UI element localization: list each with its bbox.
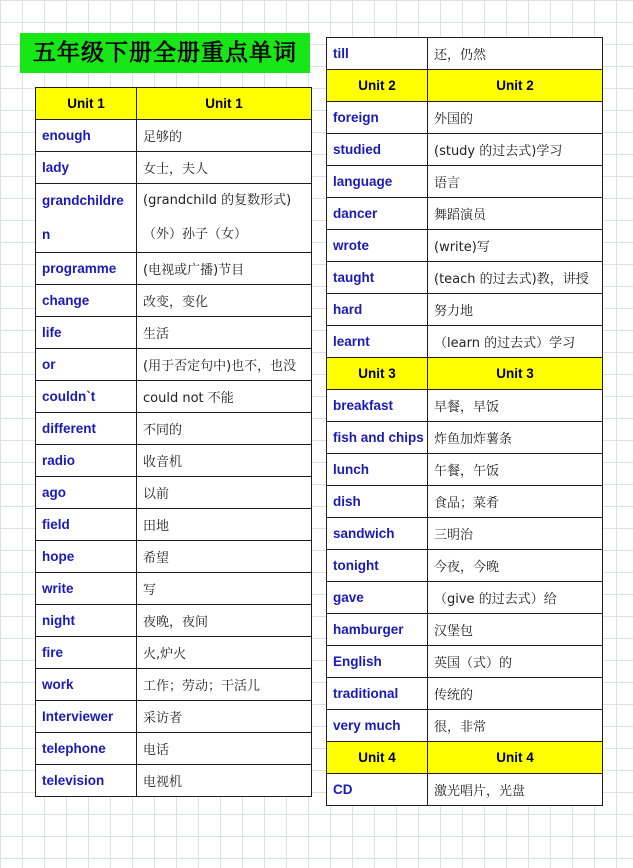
chinese-meaning: 夜晚，夜间	[137, 605, 312, 637]
vocab-row	[36, 733, 312, 765]
vocab-row	[327, 166, 603, 198]
chinese-meaning: 汉堡包	[428, 614, 603, 646]
vocab-row	[36, 637, 312, 669]
english-word: hard	[327, 294, 428, 326]
chinese-meaning-part: (grandchild 的复数形式)	[143, 193, 292, 208]
vocab-row	[36, 253, 312, 285]
unit-header-cell: Unit 4	[428, 742, 603, 774]
english-word: night	[36, 605, 137, 637]
vocab-table-left	[35, 87, 312, 797]
unit-header-row	[327, 742, 603, 774]
unit-header-cell: Unit 2	[428, 70, 603, 102]
english-word: gave	[327, 582, 428, 614]
vocab-row	[327, 102, 603, 134]
chinese-meaning: 传统的	[428, 678, 603, 710]
english-word: sandwich	[327, 518, 428, 550]
vocab-row	[327, 646, 603, 678]
chinese-meaning: (teach 的过去式)教，讲授	[428, 262, 603, 294]
chinese-meaning: 午餐，午饭	[428, 454, 603, 486]
vocab-row	[36, 573, 312, 605]
chinese-meaning: 舞蹈演员	[428, 198, 603, 230]
chinese-meaning: 今夜，今晚	[428, 550, 603, 582]
english-word: different	[36, 413, 137, 445]
english-word: language	[327, 166, 428, 198]
english-word: hamburger	[327, 614, 428, 646]
english-word: lady	[36, 152, 137, 184]
chinese-meaning: 早餐，早饭	[428, 390, 603, 422]
english-word: foreign	[327, 102, 428, 134]
chinese-meaning: （learn 的过去式）学习	[428, 326, 603, 358]
vocab-row	[327, 294, 603, 326]
vocab-table-right	[326, 37, 603, 806]
chinese-meaning-part: （外）孙子（女）	[143, 227, 248, 242]
chinese-meaning: 工作；劳动；干活儿	[137, 669, 312, 701]
vocab-row	[327, 262, 603, 294]
vocab-row	[327, 198, 603, 230]
chinese-meaning: 语言	[428, 166, 603, 198]
vocab-row	[327, 134, 603, 166]
chinese-meaning: （give 的过去式）给	[428, 582, 603, 614]
vocab-row	[327, 486, 603, 518]
vocab-row	[327, 614, 603, 646]
vocab-row	[327, 38, 603, 70]
vocab-row	[36, 605, 312, 637]
chinese-meaning: 足够的	[137, 120, 312, 152]
english-word: enough	[36, 120, 137, 152]
english-word: tonight	[327, 550, 428, 582]
vocab-row	[36, 413, 312, 445]
english-word: fish and chips	[327, 422, 428, 454]
chinese-meaning: 炸鱼加炸薯条	[428, 422, 603, 454]
chinese-meaning: 希望	[137, 541, 312, 573]
chinese-meaning: 还，仍然	[428, 38, 603, 70]
chinese-meaning: 收音机	[137, 445, 312, 477]
vocab-row	[36, 381, 312, 413]
english-word: field	[36, 509, 137, 541]
vocab-row	[327, 518, 603, 550]
english-word: English	[327, 646, 428, 678]
chinese-meaning: 电话	[137, 733, 312, 765]
chinese-meaning: 电视机	[137, 765, 312, 797]
vocab-row	[36, 765, 312, 797]
chinese-meaning: (write)写	[428, 230, 603, 262]
unit-header-cell: Unit 3	[327, 358, 428, 390]
chinese-meaning: 很，非常	[428, 710, 603, 742]
chinese-meaning: could not 不能	[137, 381, 312, 413]
chinese-meaning: 生活	[137, 317, 312, 349]
chinese-meaning: 田地	[137, 509, 312, 541]
chinese-meaning: 火,炉火	[137, 637, 312, 669]
chinese-meaning: 女士，夫人	[137, 152, 312, 184]
vocab-row	[36, 120, 312, 152]
chinese-meaning: (study 的过去式)学习	[428, 134, 603, 166]
vocab-row	[327, 454, 603, 486]
english-word: fire	[36, 637, 137, 669]
chinese-meaning: 三明治	[428, 518, 603, 550]
vocab-row	[36, 509, 312, 541]
vocab-row	[327, 390, 603, 422]
unit-header-cell: Unit 4	[327, 742, 428, 774]
vocab-row	[36, 541, 312, 573]
english-word: dancer	[327, 198, 428, 230]
english-word: dish	[327, 486, 428, 518]
vocab-row	[327, 422, 603, 454]
unit-header-cell: Unit 1	[137, 88, 312, 120]
english-word-part: n	[42, 227, 51, 242]
vocab-row	[327, 550, 603, 582]
vocab-row	[36, 349, 312, 381]
english-word: ago	[36, 477, 137, 509]
unit-header-cell: Unit 3	[428, 358, 603, 390]
english-word: Interviewer	[36, 701, 137, 733]
english-word: till	[327, 38, 428, 70]
chinese-meaning: 以前	[137, 477, 312, 509]
chinese-meaning: 外国的	[428, 102, 603, 134]
english-word: change	[36, 285, 137, 317]
english-word: CD	[327, 774, 428, 806]
english-word: studied	[327, 134, 428, 166]
chinese-meaning	[137, 184, 312, 253]
unit-header-row	[36, 88, 312, 120]
chinese-meaning: 不同的	[137, 413, 312, 445]
english-word: radio	[36, 445, 137, 477]
vocab-row	[327, 710, 603, 742]
english-word: wrote	[327, 230, 428, 262]
english-word: taught	[327, 262, 428, 294]
unit-header-cell: Unit 2	[327, 70, 428, 102]
vocab-row	[36, 317, 312, 349]
vocab-row	[36, 701, 312, 733]
chinese-meaning: 写	[137, 573, 312, 605]
vocab-row	[327, 774, 603, 806]
english-word: write	[36, 573, 137, 605]
english-word: couldn`t	[36, 381, 137, 413]
english-word: breakfast	[327, 390, 428, 422]
vocab-row	[36, 152, 312, 184]
english-word: traditional	[327, 678, 428, 710]
english-word: programme	[36, 253, 137, 285]
vocab-row	[36, 669, 312, 701]
vocab-row	[36, 184, 312, 253]
vocab-row	[327, 326, 603, 358]
page-title: 五年级下册全册重点单词	[20, 33, 310, 73]
english-word: or	[36, 349, 137, 381]
unit-header-cell: Unit 1	[36, 88, 137, 120]
chinese-meaning: 采访者	[137, 701, 312, 733]
unit-header-row	[327, 358, 603, 390]
english-word: telephone	[36, 733, 137, 765]
english-word: hope	[36, 541, 137, 573]
chinese-meaning: 食品；菜肴	[428, 486, 603, 518]
english-word: learnt	[327, 326, 428, 358]
unit-header-row	[327, 70, 603, 102]
chinese-meaning: 改变，变化	[137, 285, 312, 317]
english-word: very much	[327, 710, 428, 742]
english-word-part: grandchildre	[42, 193, 124, 208]
english-word: television	[36, 765, 137, 797]
vocab-row	[36, 445, 312, 477]
english-word: work	[36, 669, 137, 701]
vocab-row	[327, 582, 603, 614]
english-word	[36, 184, 137, 253]
chinese-meaning: 英国（式）的	[428, 646, 603, 678]
chinese-meaning: (电视或广播)节目	[137, 253, 312, 285]
vocab-row	[327, 230, 603, 262]
chinese-meaning: (用于否定句中)也不，也没	[137, 349, 312, 381]
chinese-meaning: 努力地	[428, 294, 603, 326]
english-word: lunch	[327, 454, 428, 486]
vocab-row	[36, 477, 312, 509]
english-word: life	[36, 317, 137, 349]
chinese-meaning: 激光唱片，光盘	[428, 774, 603, 806]
vocab-row	[36, 285, 312, 317]
vocab-row	[327, 678, 603, 710]
